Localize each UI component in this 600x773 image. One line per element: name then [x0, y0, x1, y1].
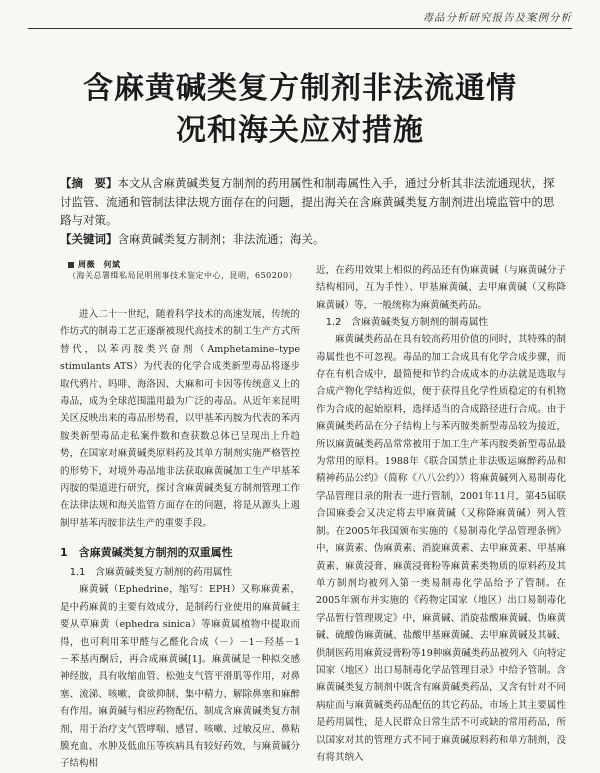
author-affiliation: （海关总署缉私局昆明刑事技术鉴定中心，昆明，650200） — [68, 271, 298, 280]
author-block — [68, 258, 300, 282]
abstract — [60, 174, 560, 248]
abstract-body — [60, 174, 560, 230]
section-1-2-heading: 1.2 含麻黄碱类复方制剂的制毒属性 — [325, 317, 489, 329]
section-1-heading: 1 含麻黄碱类复方制剂的双重属性 — [60, 546, 233, 560]
header-rule — [28, 28, 572, 29]
intro-paragraph: 进入二十一世纪，随着科学技术的高速发展，传统的作坊式的制毒工艺正逐渐被现代高技术的制工生产方式所替代，以苯丙胺类兴奋剂（Amphetamine–type stimulants ATS）为代表的化学合成类新型毒品将逐步取代鸦片、吗啡、海洛因、大麻和可卡因等传统意义上的毒品，成为全球范围滥用最为广泛的毒品。从近年来昆明关区反映出来的毒品形势看，以甲基苯丙胺为代表的苯丙胺类新型毒品走私案件数和查获数总体已呈现出上升趋势，在国家对麻黄碱类原料药及其单方制剂实施严格管控的形势下，对境外毒品地非法获取麻黄碱加工生产甲基苯丙胺的渠道进行研究，探讨含麻黄碱类复方制剂管理工作在法律法规和海关监管方面存在的问题，将是从源头上遏制甲基苯丙胺非法生产的重要手段。 — [60, 309, 300, 529]
title-line-1: 含麻黄碱类复方制剂非法流通情 — [83, 71, 517, 106]
keywords-label: 【关键词】 — [60, 231, 118, 246]
author-names: 周薇 何斌 — [78, 259, 121, 269]
section-1-2-paragraph: 麻黄碱类药品在具有较高药用价值的同时，其特殊的制毒属性也不可忽视。毒品的加工合成具有化学合成步骤，而存在有机合成中，最简便和节约合成成本的办法就是选取与合成产物化学结构近似，便于获得且化学性质稳定的有机物作为合成的起始原料，选择适当的合成路径进行合成。由于麻黄碱类药品在分子结构上与苯丙胺类新型毒品较为接近，所以麻黄碱类药品常常被用于加工生产苯丙胺类新型毒品最为常用的原料。1988年《联合国禁止非法贩运麻醉药品和精神药品公约》（简称《八八公约》）将麻黄碱列入易制毒化学品管理目录的附表一进行管制，2001年11月，第45届联合国麻委会又决定将去甲麻黄碱（又称降麻黄碱）列入管制。在2005年我国颁布实施的《易制毒化学品管理条例》中，麻黄素、伪麻黄素、消旋麻黄素、去甲麻黄素、甲基麻黄素、麻黄浸膏、麻黄浸膏粉等麻黄素类物质的原料药及其单方制剂均被列入第一类易制毒化学品给予了管制。在2005年颁布并实施的《药物定国家（地区）出口易制毒化学品暂行管理规定》中，麻黄碱、消旋盐酸麻黄碱、伪麻黄碱、硫酸伪麻黄碱、盐酸甲基麻黄碱、去甲麻黄碱及其碱、供制医药用麻黄浸膏粉等19种麻黄碱类药品被列入《向特定国家（地区）出口易制毒化学品管理目录》中给予管制。含麻黄碱类复方制剂中既含有麻黄碱类药品，又含有针对不同病症而与麻黄碱类药品配伍的其它药品，市场上其主要属性是药用属性，是人民群众日常生活不可或缺的常用药品，所以国家对其的管理方式不同于麻黄碱原料药和单方制剂，没有将其纳入 — [316, 334, 566, 763]
section-1-1-paragraph: 麻黄碱（Ephedrine，缩写：EPH）又称麻黄素，是中药麻黄的主要有效成分，是制药行业使用的麻黄碱主要从草麻黄（ephedra sinica）等麻黄属植物中提取而得，也可利用苯甲醛与乙醛化合成（－）－1－羟基－1－苯基丙酮后，再合成麻黄碱[1]。麻黄碱是一种拟交感神经胺，具有收缩血管、松弛支气管平滑肌等作用，对鼻塞、流涕、咳嗽、食欲抑制、集中精力、解除鼻塞和麻醉有作用。麻黄碱与相应药物配伍，制成含麻黄碱类复方制剂，用于治疗支气管哮喘、感冒、咳嗽、过敏反应、鼻粘膜充血、水肿及低血压等疾病具有较好药效，与麻黄碱分子结构相 — [60, 584, 300, 770]
section-1-1-heading: 1.1 含麻黄碱类复方制剂的药用属性 — [69, 567, 233, 579]
abstract-label: 【摘 要】 — [60, 176, 118, 190]
left-column — [60, 258, 300, 773]
article-title — [28, 68, 572, 152]
keywords — [60, 230, 560, 249]
continued-paragraph: 近，在药用效果上相似的药品还有伪麻黄碱（与麻黄碱分子结构相同，互为手性）、甲基麻黄碱、去甲麻黄碱（又称降麻黄碱）等，一般统称为麻黄碱类药品。 — [316, 265, 566, 311]
author-bullet-icon — [68, 262, 74, 268]
running-header: 毒品分析研究报告及案例分析 — [422, 12, 572, 24]
keywords-text: 含麻黄碱类复方制剂；非法流通；海关。 — [117, 231, 325, 246]
abstract-text: 本文从含麻黄碱类复方制剂的药用属性和制毒属性入手，通过分析其非法流通现状，探讨监管、流通和管制法律法规方面存在的问题，提出海关在含麻黄碱类复方制剂进出境监管中的思路与对策。 — [60, 176, 555, 227]
title-line-2: 况和海关应对措施 — [176, 113, 424, 148]
right-column — [316, 262, 566, 766]
